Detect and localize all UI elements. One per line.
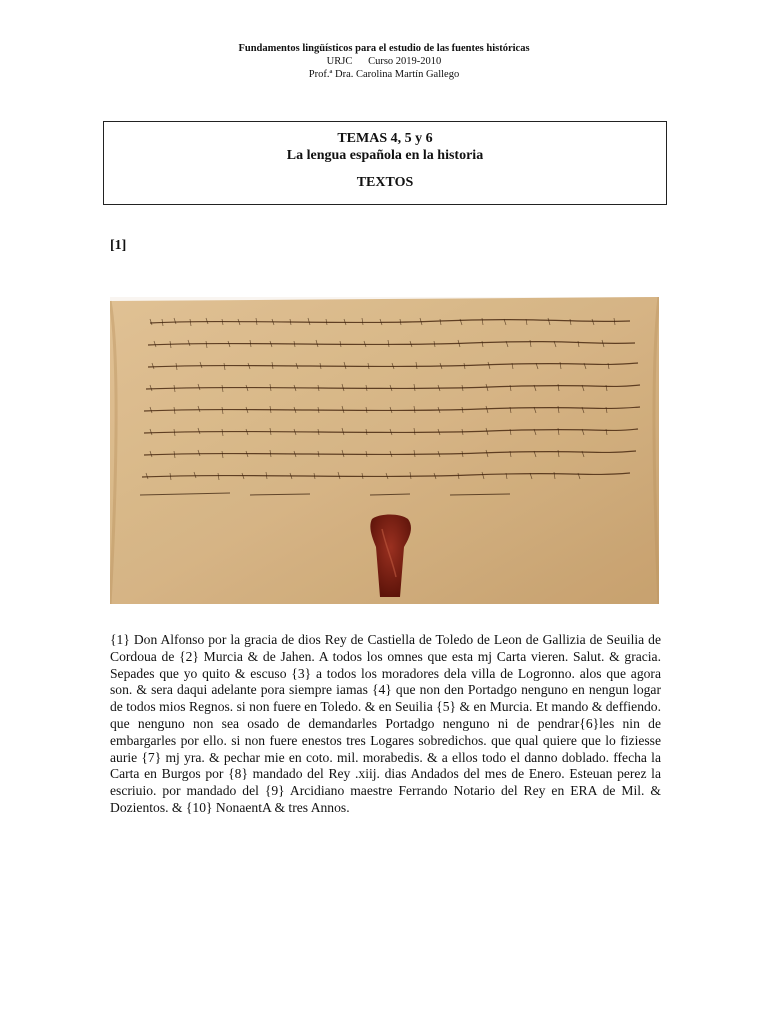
medieval-charter-image: [110, 297, 659, 604]
charter-illustration: [110, 297, 659, 604]
title-box: [103, 121, 667, 205]
professor-name: Prof.ª Dra. Carolina Martín Gallego: [308, 69, 460, 80]
section-number: [1]: [110, 238, 127, 253]
topics-title: TEMAS 4, 5 y 6: [337, 131, 433, 146]
university-year: URJC Curso 2019-2010: [326, 56, 442, 67]
page-header: [0, 42, 768, 81]
course-title: Fundamentos lingüísticos para el estudio de las fuentes históricas: [238, 43, 530, 54]
topics-subtitle: La lengua española en la historia: [286, 148, 484, 163]
charter-transcription: {1} Don Alfonso por la gracia de dios Rey de Castiella de Toledo de Leon de Gallizia de Seuilia de Cordoua de {2} Murcia & de Jahen. A todos los omnes que esta mj Carta vieren. Salut. & gracia. Sepades que yo quito & escuso {3} a todos los moradores dela villa de Logronno. alos que agora son. & sera daqui adelante pora siempre iamas {4} que non den Portadgo nenguno en nengun logar de todos mios Regnos. si non fuere en Toledo. & en Seuilia {5} & en Murcia. Et mando & deffiendo. que nenguno non sea osado de demandarles Portadgo nenguno ni de pendrar{6}les nin de embargarles por ello. si non fuere enestos tres Logares sobredichos. que qual quiere que lo fiziesse aurie {7} mj yra. & pechar mie en coto. mil. morabedis. & a ellos todo el danno doblado. ffecha la Carta en Burgos por {8} mandado del Rey .xiij. dias Andados del mes de Enero. Esteuan perez la escriuio. por mandado del {9} Arcidiano maestre Ferrando Notario del Rey en ERA de Mil. & Dozientos. & {10} NonaentA & tres Annos.: [110, 632, 661, 815]
texts-heading: TEXTOS: [356, 175, 414, 190]
